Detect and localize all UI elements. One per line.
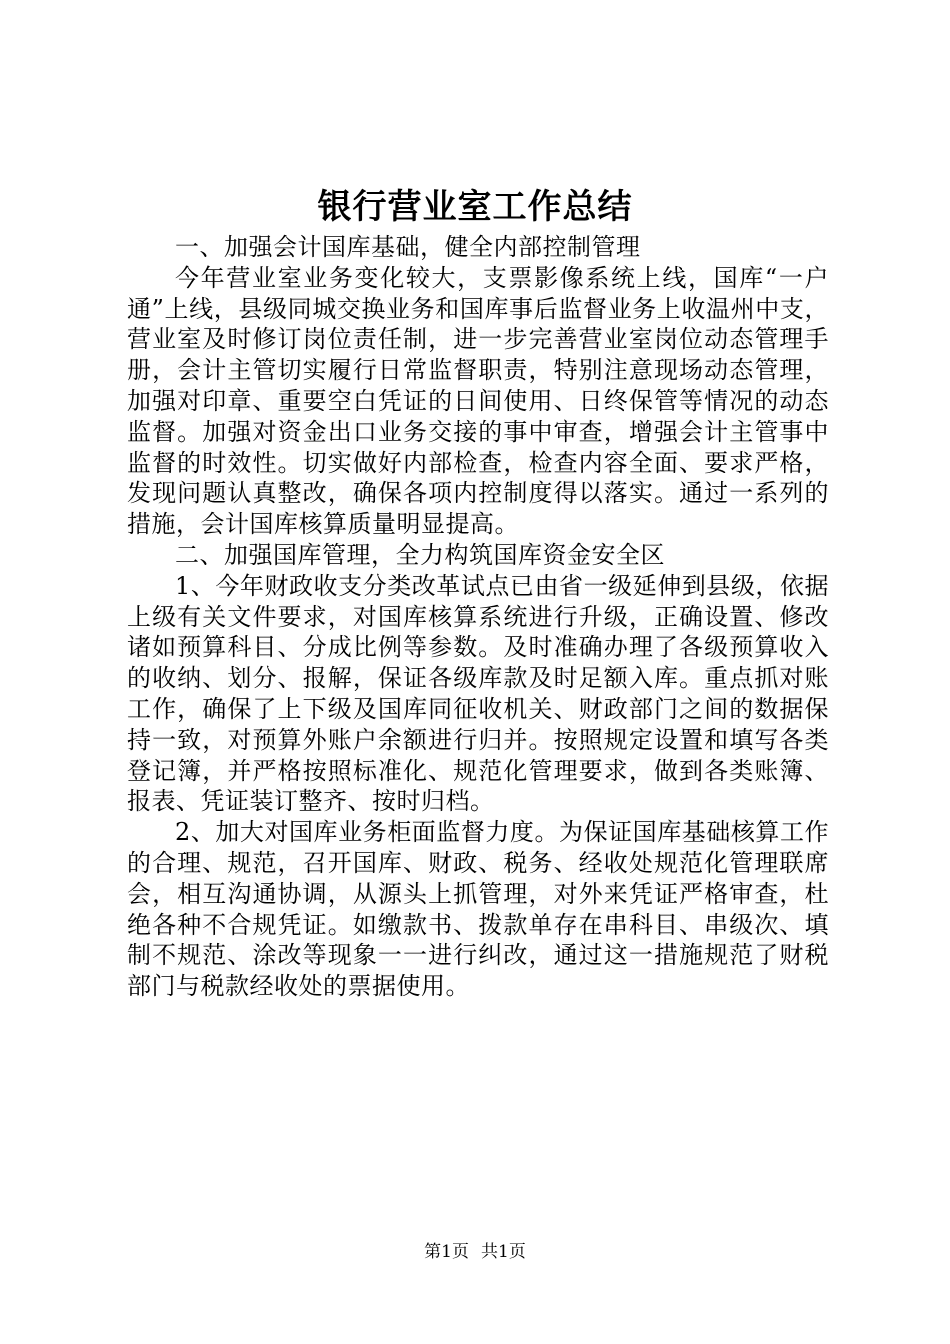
document-body	[127, 232, 829, 1002]
body-paragraph-2: 1、今年财政收支分类改革试点已由省一级延伸到县级，依据上级有关文件要求，对国库核算系统进行升级，正确设置、修改诸如预算科目、分成比例等参数。及时准确办理了各级预算收入的收纳、划分、报解，保证各级库款及时足额入库。重点抓对账工作，确保了上下级及国库同征收机关、财政部门之间的数据保持一致，对预算外账户余额进行归并。按照规定设置和填写各类登记簿，并严格按照标准化、规范化管理要求，做到各类账簿、报表、凭证装订整齐、按时归档。	[127, 571, 829, 816]
page-total: 共1页	[481, 1242, 526, 1262]
page-footer	[0, 1240, 950, 1264]
document-title: 银行营业室工作总结	[317, 187, 633, 227]
body-paragraph-3: 2、加大对国库业务柜面监督力度。为保证国库基础核算工作的合理、规范，召开国库、财政、税务、经收处规范化管理联席会，相互沟通协调，从源头上抓管理，对外来凭证严格审查，杜绝各种不合规凭证。如缴款书、拨款单存在串科目、串级次、填制不规范、涂改等现象一一进行纠改，通过这一措施规范了财税部门与税款经收处的票据使用。	[127, 818, 829, 1001]
section-heading-1: 一、加强会计国库基础，健全内部控制管理	[175, 233, 641, 261]
page-number: 第1页	[424, 1242, 469, 1262]
section-heading-2: 二、加强国库管理，全力构筑国库资金安全区	[175, 540, 665, 569]
body-paragraph-1: 今年营业室业务变化较大，支票影像系统上线，国库“一户通”上线，县级同城交换业务和国库事后监督业务上收温州中支，营业室及时修订岗位责任制，进一步完善营业室岗位动态管理手册，会计主管切实履行日常监督职责，特别注意现场动态管理，加强对印章、重要空白凭证的日间使用、日终保管等情况的动态监督。加强对资金出口业务交接的事中审查，增强会计主管事中监督的时效性。切实做好内部检查，检查内容全面、要求严格，发现问题认真整改，确保各项内控制度得以落实。通过一系列的措施，会计国库核算质量明显提高。	[127, 263, 829, 539]
